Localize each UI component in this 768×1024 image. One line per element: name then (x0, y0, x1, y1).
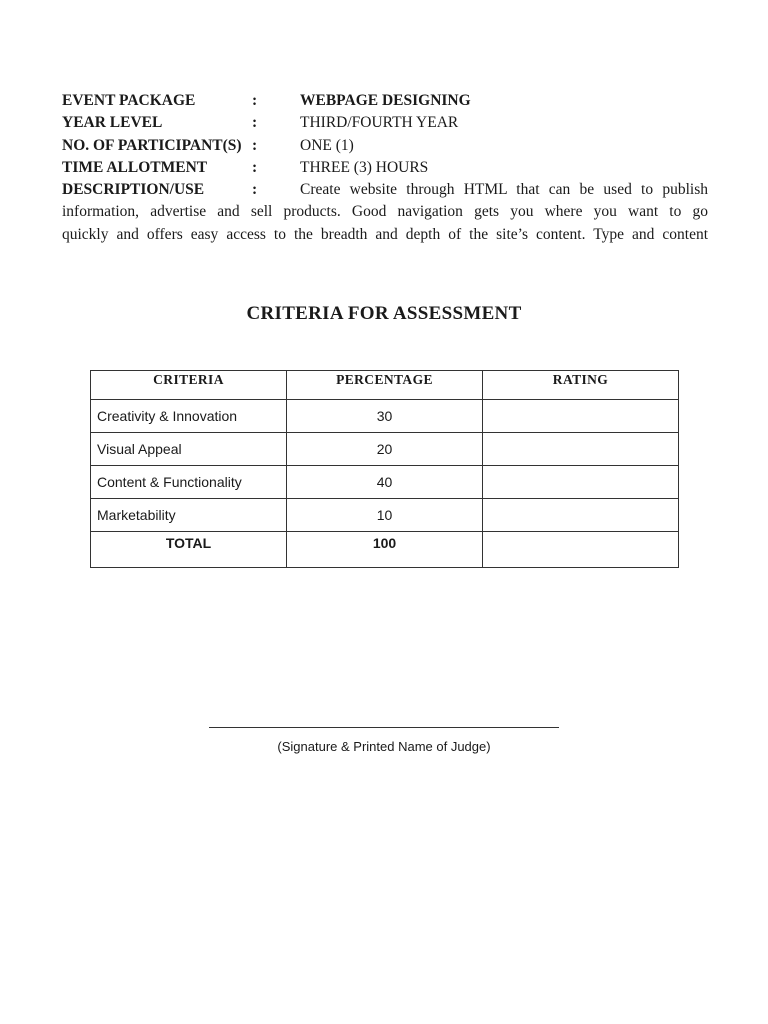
signature-line (209, 727, 559, 728)
percentage-cell: 20 (287, 433, 483, 466)
info-row-time-allotment (62, 157, 708, 179)
info-value: THIRD/FOURTH YEAR (300, 114, 459, 132)
info-label: NO. OF PARTICIPANT(S) (62, 136, 242, 154)
info-value: ONE (1) (300, 136, 354, 154)
info-colon: : (252, 136, 258, 154)
rating-cell (483, 400, 679, 433)
criteria-table (90, 370, 679, 568)
info-colon: : (252, 158, 258, 176)
column-header-rating: RATING (483, 371, 679, 400)
criteria-cell: Visual Appeal (91, 433, 287, 466)
table-row (91, 499, 679, 532)
rating-cell (483, 499, 679, 532)
info-label: DESCRIPTION/USE (62, 181, 205, 199)
info-row-description (62, 179, 708, 201)
percentage-cell: 10 (287, 499, 483, 532)
percentage-cell: 40 (287, 466, 483, 499)
section-heading: CRITERIA FOR ASSESSMENT (246, 303, 522, 324)
description-line-1: Create website through HTML that can be used to publish (300, 181, 708, 199)
event-info-block (62, 90, 708, 250)
info-label: EVENT PACKAGE (62, 92, 196, 109)
percentage-cell: 30 (287, 400, 483, 433)
rating-cell (483, 466, 679, 499)
criteria-cell: Creativity & Innovation (91, 400, 287, 433)
info-row-year-level (62, 112, 708, 134)
table-total-row (91, 532, 679, 568)
total-percentage-cell: 100 (287, 532, 483, 568)
table-header-row (91, 371, 679, 400)
criteria-cell: Content & Functionality (91, 466, 287, 499)
column-header-criteria: CRITERIA (91, 371, 287, 400)
total-label-cell: TOTAL (91, 532, 287, 568)
signature-caption: (Signature & Printed Name of Judge) (277, 739, 491, 754)
table-row (91, 433, 679, 466)
criteria-cell: Marketability (91, 499, 287, 532)
description-line-2: information, advertise and sell products. Good navigation gets you where you want to go (62, 203, 708, 221)
description-line-3: quickly and offers easy access to the breadth and depth of the site’s content. Type and content (62, 225, 708, 243)
total-rating-cell (483, 532, 679, 568)
table-row (91, 466, 679, 499)
column-header-percentage: PERCENTAGE (287, 371, 483, 400)
info-label: TIME ALLOTMENT (62, 158, 208, 176)
info-value: THREE (3) HOURS (300, 158, 429, 176)
info-label: YEAR LEVEL (62, 114, 163, 132)
info-colon: : (252, 92, 258, 109)
rating-cell (483, 433, 679, 466)
info-row-participants (62, 135, 708, 157)
info-colon: : (252, 114, 258, 132)
info-value: WEBPAGE DESIGNING (300, 92, 471, 109)
info-colon: : (252, 181, 258, 199)
table-row (91, 400, 679, 433)
description-block (62, 179, 708, 250)
info-row-event-package (62, 90, 708, 112)
